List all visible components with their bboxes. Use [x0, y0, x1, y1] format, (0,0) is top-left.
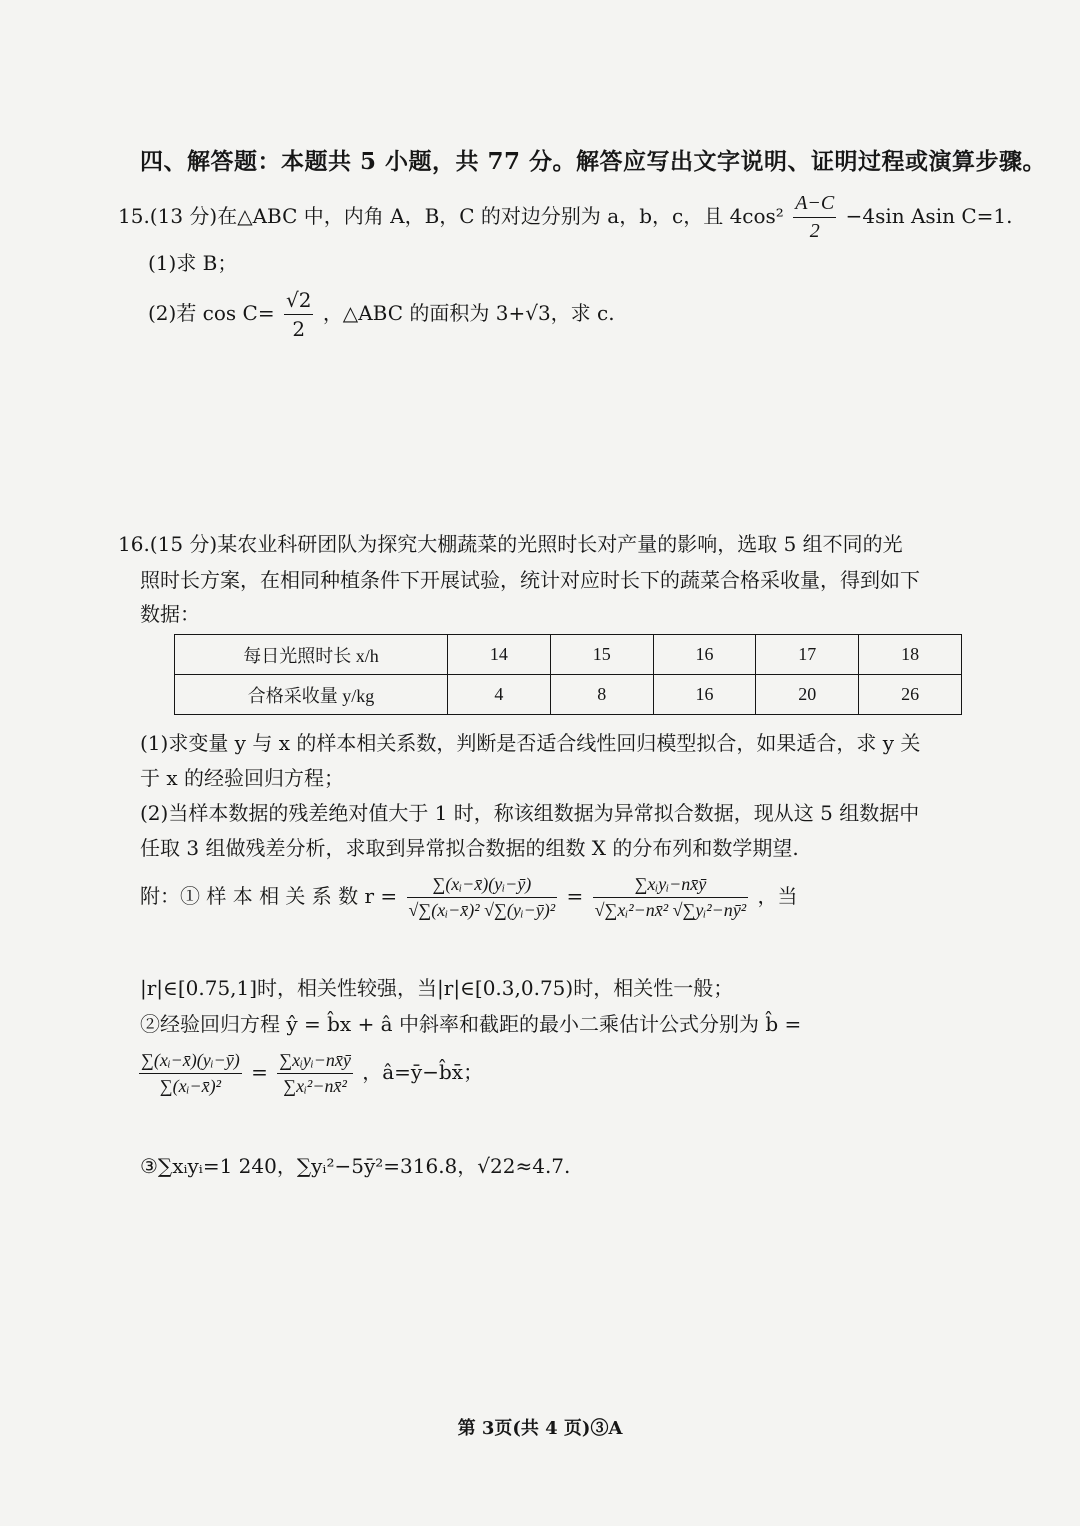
- equals-sign: =: [251, 1060, 268, 1084]
- equals-sign: =: [566, 884, 584, 908]
- fraction-denominator: √∑xᵢ²−nx̄² √∑yᵢ²−nȳ²: [594, 900, 747, 920]
- q15-part2: [148, 288, 615, 341]
- table-cell: 4: [448, 675, 551, 715]
- q15-stem-fraction: [793, 192, 836, 243]
- note2-fraction-a: [139, 1050, 242, 1097]
- table-row-header: 合格采收量 y/kg: [175, 675, 448, 715]
- q15-stem-text: 15.(13 分)在△ABC 中，内角 A，B，C 的对边分别为 a，b，c，且 4cos²: [118, 204, 784, 228]
- q15-stem: [118, 192, 1012, 243]
- table-cell: 16: [653, 675, 756, 715]
- section-header: 四、解答题：本题共 5 小题，共 77 分。解答应写出文字说明、证明过程或演算步骤。: [140, 148, 1047, 175]
- note3: ③∑xᵢyᵢ=1 240，∑yᵢ²−5ȳ²=316.8，√22≈4.7.: [140, 1154, 571, 1178]
- fraction-denominator: √∑(xᵢ−x̄)² √∑(yᵢ−ȳ)²: [408, 900, 556, 920]
- q16-stem-line1: 16.(15 分)某农业科研团队为探究大棚蔬菜的光照时长对产量的影响，选取 5 组不同的光: [118, 532, 903, 556]
- note2-formula: [136, 1050, 483, 1097]
- table-cell: 26: [859, 675, 962, 715]
- fraction-denominator: ∑(xᵢ−x̄)²: [159, 1076, 221, 1096]
- table-row: [175, 675, 962, 715]
- table-row: [175, 635, 962, 675]
- table-cell: 18: [859, 635, 962, 675]
- fraction-denominator: 2: [292, 317, 306, 341]
- note2-line1: ②经验回归方程 ŷ = b̂x + â 中斜率和截距的最小二乘估计公式分别为 b̂ =: [140, 1012, 802, 1036]
- q15-part1: (1)求 B；: [148, 251, 238, 275]
- note1-fraction-b: [593, 874, 748, 921]
- fraction-numerator: A−C: [793, 192, 836, 218]
- note1-suffix: ，当: [757, 884, 798, 908]
- fraction-denominator: ∑xᵢ²−nx̄²: [283, 1076, 347, 1096]
- q16-part1-line2: 于 x 的经验回归方程；: [140, 766, 344, 790]
- fraction-numerator: ∑(xᵢ−x̄)(yᵢ−ȳ): [139, 1050, 242, 1074]
- fraction-numerator: ∑xᵢyᵢ−nx̄ȳ: [593, 874, 748, 898]
- q16-stem-line3: 数据：: [140, 602, 200, 626]
- q16-part2-line2: 任取 3 组做残差分析，求取到异常拟合数据的组数 X 的分布列和数学期望.: [140, 836, 799, 860]
- q15-part2-tail: ，△ABC 的面积为 3+√3，求 c.: [322, 301, 615, 325]
- table-cell: 15: [550, 635, 653, 675]
- q16-stem-line2: 照时长方案，在相同种植条件下开展试验，统计对应时长下的蔬菜合格采收量，得到如下: [140, 568, 920, 592]
- table-cell: 16: [653, 635, 756, 675]
- table-cell: 17: [756, 635, 859, 675]
- q16-part2-line1: (2)当样本数据的残差绝对值大于 1 时，称该组数据为异常拟合数据，现从这 5 组数据中: [140, 801, 920, 825]
- fraction-numerator: √2: [284, 288, 313, 315]
- note1-prefix: 附：① 样 本 相 关 系 数 r =: [140, 884, 398, 908]
- table-cell: 8: [550, 675, 653, 715]
- table-cell: 14: [448, 635, 551, 675]
- fraction-denominator: 2: [809, 220, 820, 242]
- note1-line2: |r|∈[0.75,1]时，相关性较强，当|r|∈[0.3,0.75)时，相关性一般；: [140, 976, 734, 1000]
- note2-fraction-b: [277, 1050, 353, 1097]
- fraction-numerator: ∑(xᵢ−x̄)(yᵢ−ȳ): [407, 874, 558, 898]
- page-footer: 第 3页(共 4 页)③A: [457, 1418, 623, 1439]
- table-cell: 20: [756, 675, 859, 715]
- note2-tail: ，â=ȳ−b̂x̄；: [362, 1060, 484, 1084]
- table-row-header: 每日光照时长 x/h: [175, 635, 448, 675]
- data-table: [174, 634, 962, 715]
- q15-part2-fraction: [284, 288, 313, 341]
- q15-stem-tail: −4sin Asin C=1.: [845, 204, 1013, 228]
- q16-part1-line1: (1)求变量 y 与 x 的样本相关系数，判断是否适合线性回归模型拟合，如果适合，求 y 关: [140, 731, 921, 755]
- note1-formula: [140, 874, 797, 921]
- q15-part2-text: (2)若 cos C=: [148, 301, 275, 325]
- fraction-numerator: ∑xᵢyᵢ−nx̄ȳ: [277, 1050, 353, 1074]
- note1-fraction-a: [407, 874, 558, 921]
